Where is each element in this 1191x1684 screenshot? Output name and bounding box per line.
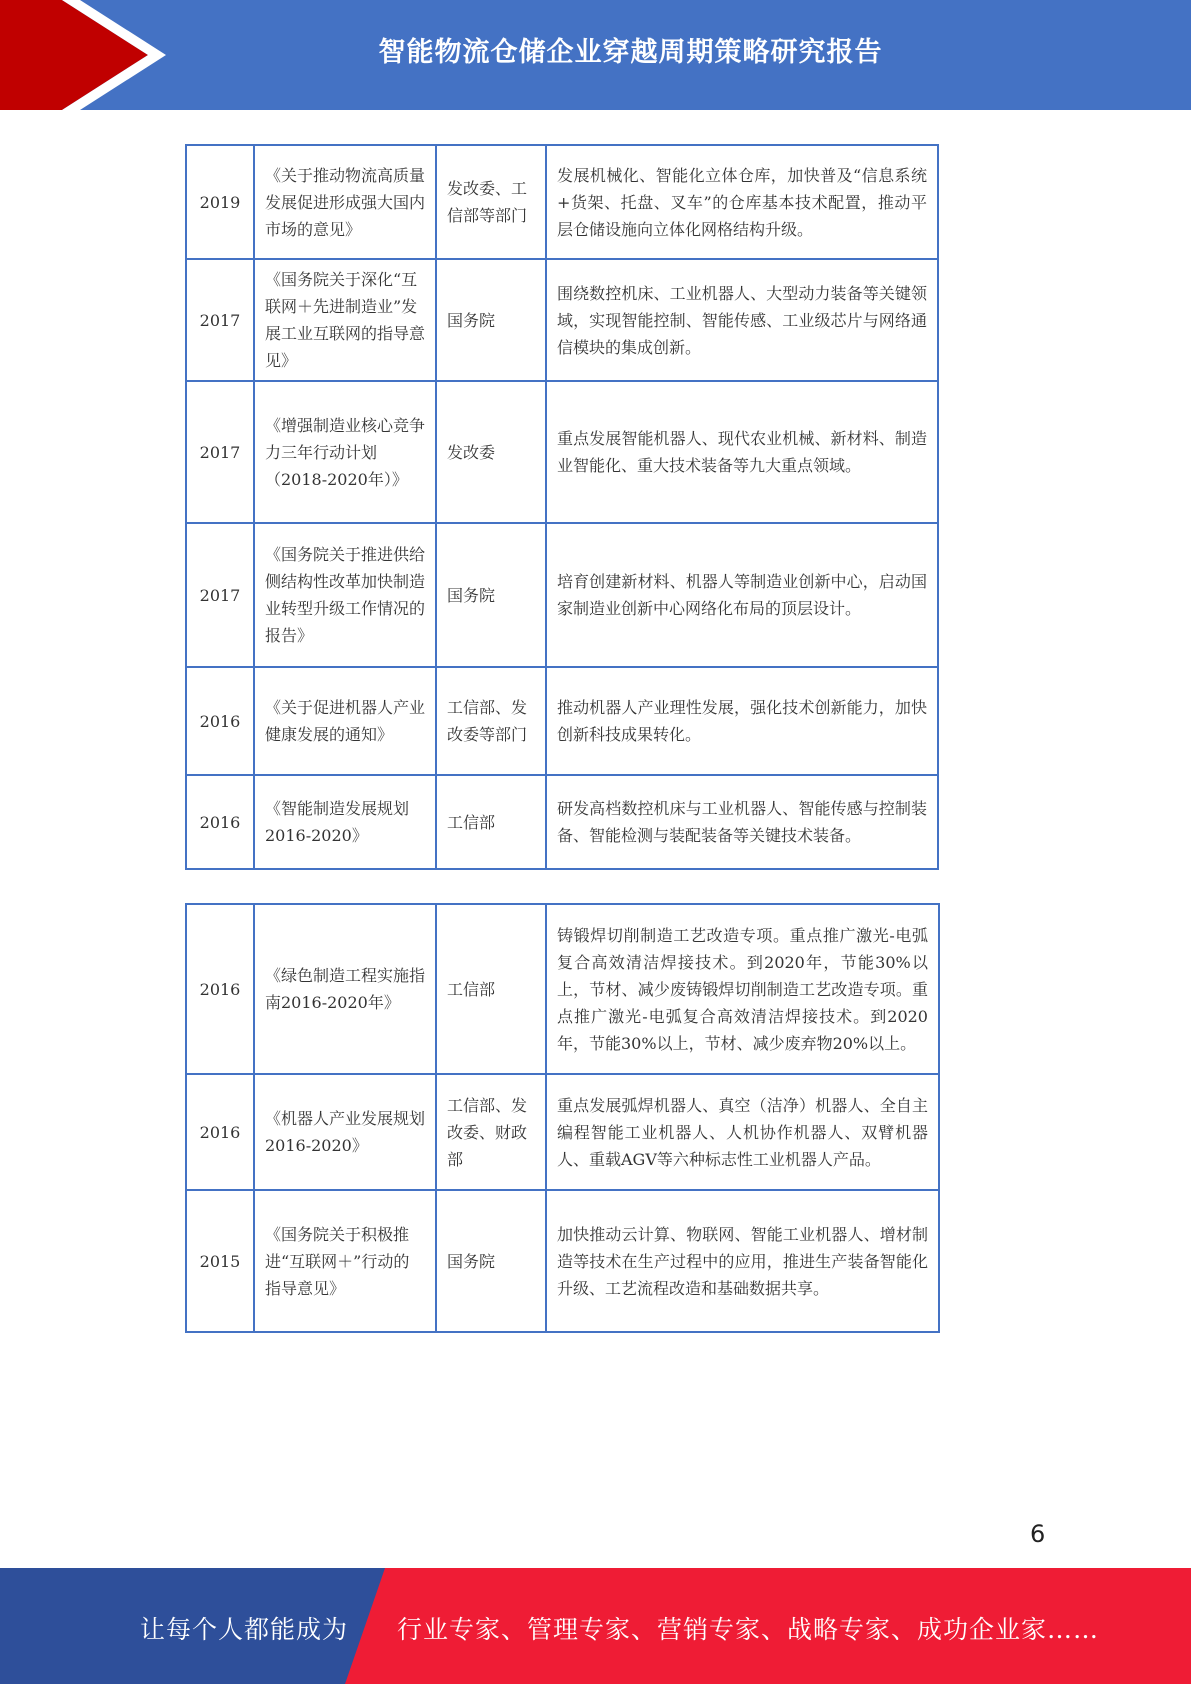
content-cell: 重点发展弧焊机器人、真空（洁净）机器人、全自主编程智能工业机器人、人机协作机器人、双臂机器人、重载AGV等六种标志性工业机器人产品。 xyxy=(546,1074,939,1190)
content-cell: 铸锻焊切削制造工艺改造专项。重点推广激光-电弧复合高效清洁焊接技术。到2020年，节能30%以上，节材、减少废铸锻焊切削制造工艺改造专项。重点推广激光-电弧复合高效清洁焊接技术。到2020年，节能30%以上，节材、减少废弃物20%以上。 xyxy=(546,904,939,1074)
content-cell: 研发高档数控机床与工业机器人、智能传感与控制装备、智能检测与装配装备等关键技术装备。 xyxy=(546,775,938,869)
table-row xyxy=(186,1190,939,1332)
policy-name-cell: 《增强制造业核心竞争力三年行动计划（2018-2020年）》 xyxy=(254,381,436,523)
policy-name-cell: 《国务院关于深化“互联网＋先进制造业”发展工业互联网的指导意见》 xyxy=(254,259,436,381)
department-cell: 工信部、发改委等部门 xyxy=(436,667,546,775)
policy-name-cell: 《绿色制造工程实施指南2016-2020年》 xyxy=(254,904,436,1074)
year-cell: 2017 xyxy=(186,259,254,381)
page-number: 6 xyxy=(1030,1520,1046,1548)
year-cell: 2016 xyxy=(186,667,254,775)
year-cell: 2015 xyxy=(186,1190,254,1332)
year-cell: 2017 xyxy=(186,381,254,523)
policy-name-cell: 《国务院关于推进供给侧结构性改革加快制造业转型升级工作情况的报告》 xyxy=(254,523,436,667)
department-cell: 国务院 xyxy=(436,1190,546,1332)
page-title: 智能物流仓储企业穿越周期策略研究报告 xyxy=(378,37,883,68)
department-cell: 国务院 xyxy=(436,259,546,381)
year-cell: 2019 xyxy=(186,145,254,259)
year-cell: 2016 xyxy=(186,904,254,1074)
department-cell: 工信部 xyxy=(436,775,546,869)
table-row xyxy=(186,523,938,667)
department-cell: 发改委、工信部等部门 xyxy=(436,145,546,259)
policy-name-cell: 《智能制造发展规划2016-2020》 xyxy=(254,775,436,869)
content-cell: 重点发展智能机器人、现代农业机械、新材料、制造业智能化、重大技术装备等九大重点领域。 xyxy=(546,381,938,523)
content-cell: 推动机器人产业理性发展，强化技术创新能力，加快创新科技成果转化。 xyxy=(546,667,938,775)
policy-name-cell: 《机器人产业发展规划2016-2020》 xyxy=(254,1074,436,1190)
department-cell: 国务院 xyxy=(436,523,546,667)
department-cell: 发改委 xyxy=(436,381,546,523)
year-cell: 2016 xyxy=(186,1074,254,1190)
table-row xyxy=(186,381,938,523)
policy-name-cell: 《关于推动物流高质量发展促进形成强大国内市场的意见》 xyxy=(254,145,436,259)
content-cell: 培育创建新材料、机器人等制造业创新中心，启动国家制造业创新中心网络化布局的顶层设计。 xyxy=(546,523,938,667)
department-cell: 工信部、发改委、财政部 xyxy=(436,1074,546,1190)
footer-slogan-right: 行业专家、管理专家、营销专家、战略专家、成功企业家…… xyxy=(397,1615,1100,1644)
table-row xyxy=(186,259,938,381)
table-row xyxy=(186,667,938,775)
table-row xyxy=(186,904,939,1074)
year-cell: 2017 xyxy=(186,523,254,667)
table-row xyxy=(186,145,938,259)
department-cell: 工信部 xyxy=(436,904,546,1074)
policy-table-1 xyxy=(185,144,939,870)
page-footer xyxy=(0,1568,1191,1684)
content-cell: 发展机械化、智能化立体仓库，加快普及“信息系统+货架、托盘、叉车”的仓库基本技术配置，推动平层仓储设施向立体化网格结构升级。 xyxy=(546,145,938,259)
page-header xyxy=(0,0,1191,110)
content-cell: 加快推动云计算、物联网、智能工业机器人、增材制造等技术在生产过程中的应用，推进生产装备智能化升级、工艺流程改造和基础数据共享。 xyxy=(546,1190,939,1332)
policy-table-2 xyxy=(185,903,940,1333)
footer-slogan-left: 让每个人都能成为 xyxy=(140,1615,349,1644)
table-row xyxy=(186,1074,939,1190)
policy-name-cell: 《国务院关于积极推进“互联网＋”行动的指导意见》 xyxy=(254,1190,436,1332)
content-cell: 围绕数控机床、工业机器人、大型动力装备等关键领域，实现智能控制、智能传感、工业级芯片与网络通信模块的集成创新。 xyxy=(546,259,938,381)
year-cell: 2016 xyxy=(186,775,254,869)
policy-name-cell: 《关于促进机器人产业健康发展的通知》 xyxy=(254,667,436,775)
table-row xyxy=(186,775,938,869)
